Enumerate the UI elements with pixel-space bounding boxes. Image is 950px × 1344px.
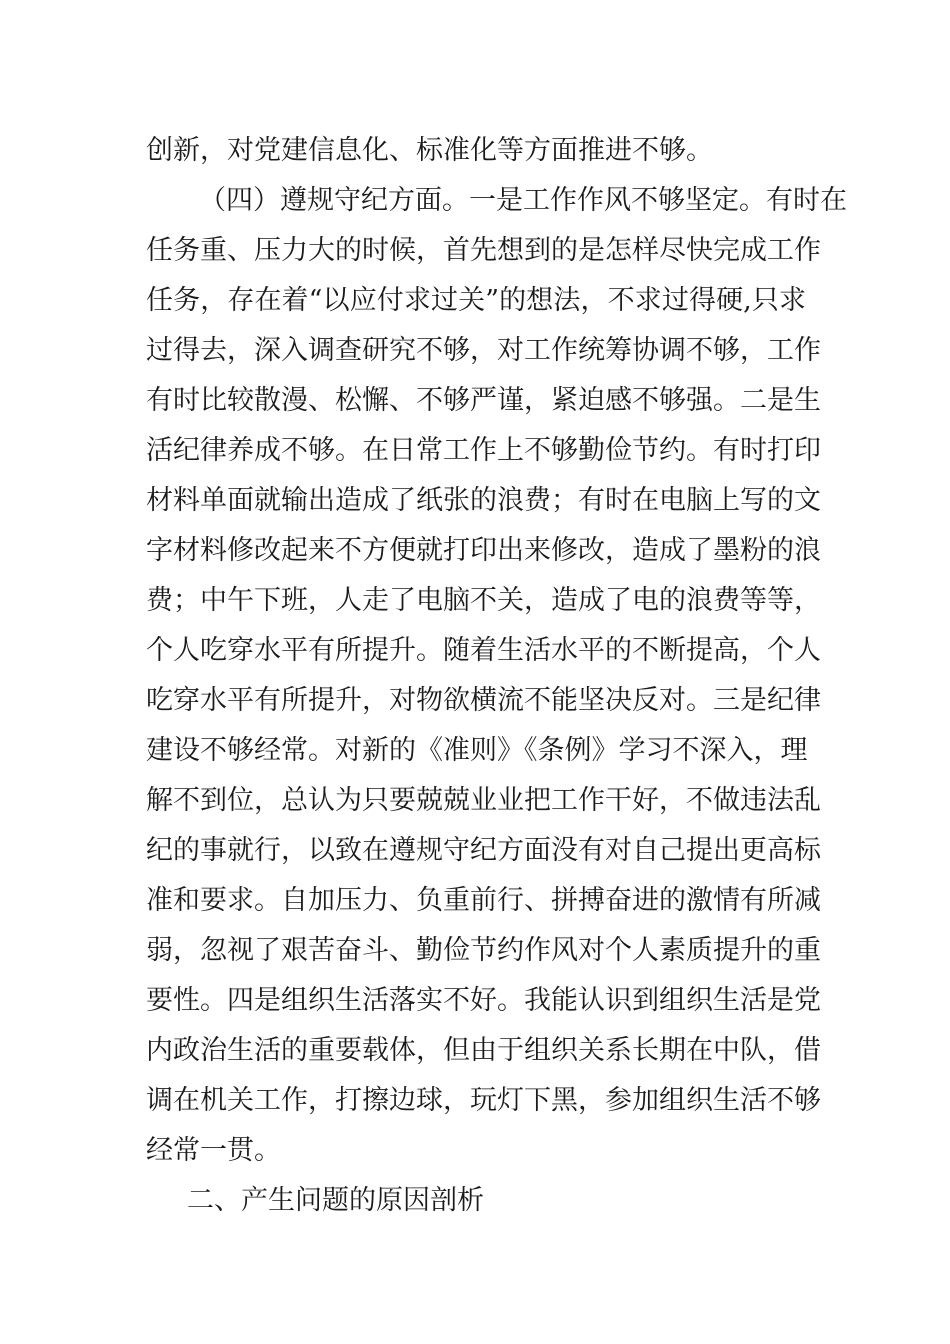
paragraph-line: 任务重、压力大的时候，首先想到的是怎样尽快完成工作 xyxy=(146,235,821,266)
paragraph-line: 过得去，深入调查研究不够，对工作统筹协调不够，工作 xyxy=(146,335,821,366)
paragraph-line: 有时比较散漫、松懈、不够严谨，紧迫感不够强。二是生 xyxy=(146,385,821,416)
paragraph-line: 弱，忽视了艰苦奋斗、勤俭节约作风对个人素质提升的重 xyxy=(146,935,821,966)
paragraph-line: 内政治生活的重要载体，但由于组织关系长期在中队，借 xyxy=(146,1035,821,1066)
paragraph-line: （四）遵规守纪方面。一是工作作风不够坚定。有时在 xyxy=(199,185,847,216)
paragraph-line: 材料单面就输出造成了纸张的浪费；有时在电脑上写的文 xyxy=(146,485,821,516)
paragraph-line: 任务，存在着“以应付求过关”的想法，不求过得硬,只求 xyxy=(146,285,806,316)
paragraph-line: 纪的事就行，以致在遵规守纪方面没有对自己提出更高标 xyxy=(146,835,821,866)
paragraph-line: 调在机关工作，打擦边球，玩灯下黑，参加组织生活不够 xyxy=(146,1085,821,1116)
paragraph-line: 个人吃穿水平有所提升。随着生活水平的不断提高，个人 xyxy=(146,635,821,666)
paragraph-line: 创新，对党建信息化、标准化等方面推进不够。 xyxy=(146,135,713,166)
paragraph-line: 建设不够经常。对新的《准则》《条例》学习不深入，理 xyxy=(146,735,808,766)
paragraph-line: 吃穿水平有所提升，对物欲横流不能坚决反对。三是纪律 xyxy=(146,685,821,716)
paragraph-line: 解不到位，总认为只要兢兢业业把工作干好，不做违法乱 xyxy=(146,785,821,816)
section-heading: 二、产生问题的原因剖析 xyxy=(187,1185,484,1216)
paragraph-line: 活纪律养成不够。在日常工作上不够勤俭节约。有时打印 xyxy=(146,435,821,466)
paragraph-line: 经常一贯。 xyxy=(146,1135,281,1166)
paragraph-line: 准和要求。自加压力、负重前行、拼搏奋进的激情有所减 xyxy=(146,885,821,916)
paragraph-line: 要性。四是组织生活落实不好。我能认识到组织生活是党 xyxy=(146,985,821,1016)
paragraph-line: 字材料修改起来不方便就打印出来修改，造成了墨粉的浪 xyxy=(146,535,821,566)
paragraph-line: 费；中午下班，人走了电脑不关，造成了电的浪费等等， xyxy=(146,585,821,616)
